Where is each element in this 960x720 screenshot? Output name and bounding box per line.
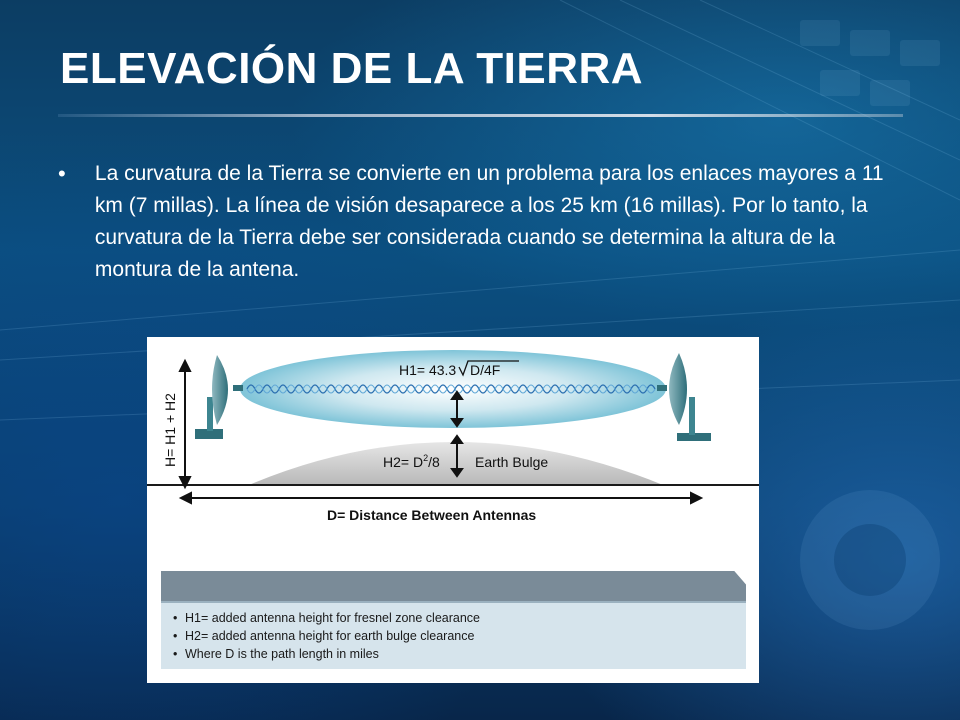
diagram-drawing bbox=[147, 337, 759, 571]
notes-list bbox=[161, 603, 746, 663]
h2-formula: $H2= D^2/8$ bbox=[383, 453, 440, 470]
total-height-arrow bbox=[180, 361, 190, 487]
list-item bbox=[173, 645, 746, 663]
bullet-icon: • bbox=[173, 611, 178, 625]
right-antenna-icon bbox=[657, 353, 711, 441]
distance-label: D= Distance Between Antennas bbox=[327, 507, 537, 523]
total-height-label: H= H1 + H2 bbox=[162, 393, 178, 467]
note-text: H2= added antenna height for earth bulge clearance bbox=[185, 629, 475, 643]
earth-bulge-label: Earth Bulge bbox=[475, 454, 549, 470]
bullet-point bbox=[58, 158, 888, 286]
left-antenna-icon bbox=[195, 355, 243, 439]
bullet-text: La curvatura de la Tierra se convierte en un problema para los enlaces mayores a 11 km (7 millas). La línea de visión desaparece a los 25 km (16 millas). Por lo tanto, la curvatura de la Tierra debe ser considerada cuando se determina la altura de la montura de la antena. bbox=[94, 162, 884, 281]
notes-header bbox=[161, 571, 746, 601]
note-text: H1= added antenna height for fresnel zone clearance bbox=[185, 611, 481, 625]
title-divider bbox=[58, 114, 903, 117]
bullet-icon: • bbox=[58, 161, 66, 186]
list-item bbox=[173, 609, 746, 627]
earth-bulge-diagram bbox=[147, 337, 759, 683]
notes-body bbox=[161, 601, 746, 669]
list-item bbox=[173, 627, 746, 645]
bullet-icon: • bbox=[173, 629, 178, 643]
note-text: Where D is the path length in miles bbox=[185, 647, 379, 661]
bullet-icon: • bbox=[173, 647, 178, 661]
notes-box bbox=[161, 571, 746, 667]
page-title: ELEVACIÓN DE LA TIERRA bbox=[60, 44, 644, 93]
distance-arrow bbox=[181, 493, 701, 503]
h1-radicand: D/4F bbox=[470, 362, 501, 378]
h1-formula: H1= 43.3 bbox=[399, 362, 457, 378]
